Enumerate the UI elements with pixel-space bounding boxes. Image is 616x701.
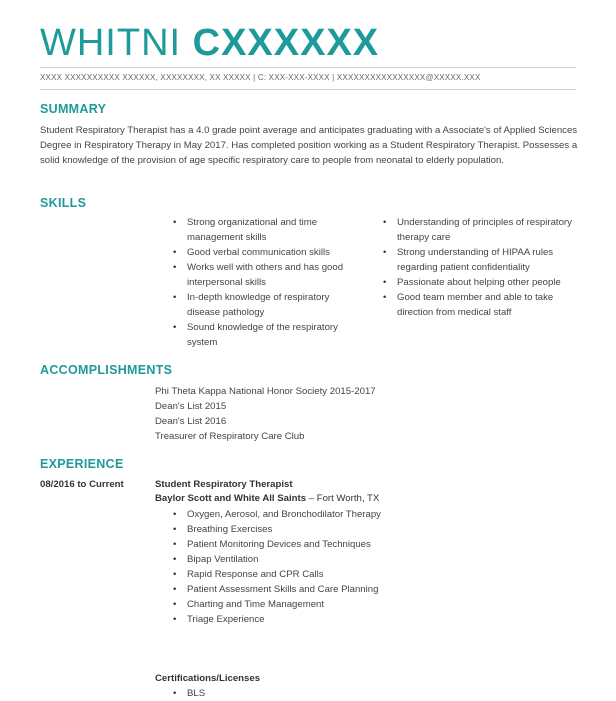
skills-heading: SKILLS (40, 196, 87, 210)
accomplishments-heading: ACCOMPLISHMENTS (40, 363, 173, 377)
header-divider-top (40, 67, 576, 68)
last-name: CXXXXXX (192, 22, 380, 64)
employer-separator: – (306, 493, 317, 504)
employer-name: Baylor Scott and White All Saints (155, 493, 307, 504)
accomplishment-item: Treasurer of Respiratory Care Club (155, 431, 305, 442)
skills-list-right (383, 215, 578, 320)
summary-heading: SUMMARY (40, 102, 107, 116)
accomplishment-item: Dean's List 2015 (155, 401, 227, 412)
accomplishments-list (155, 384, 376, 444)
accomplishment-item: Phi Theta Kappa National Honor Society 2015-2017 (155, 386, 376, 397)
duty-item: • Bipap Ventilation (173, 552, 473, 567)
candidate-name (40, 22, 379, 65)
first-name: WHITNI (40, 22, 182, 64)
duty-item: • Breathing Exercises (173, 522, 473, 537)
duty-item: • Triage Experience (173, 612, 473, 627)
duty-item: • Patient Assessment Skills and Care Planning (173, 582, 473, 597)
skills-list-left (173, 215, 363, 350)
duty-item: • Oxygen, Aerosol, and Bronchodilator Therapy (173, 507, 473, 522)
skill-item: • In-depth knowledge of respiratory disease pathology (173, 290, 363, 320)
duty-item: • Rapid Response and CPR Calls (173, 567, 473, 582)
certifications-list (173, 686, 373, 701)
certifications-heading: Certifications/Licenses (155, 673, 261, 684)
job-duties-list (173, 507, 473, 627)
skill-item: • Works well with others and has good interpersonal skills (173, 260, 363, 290)
accomplishment-item: Dean's List 2016 (155, 416, 227, 427)
skill-item: • Understanding of principles of respiratory therapy care (383, 215, 578, 245)
skill-item: • Passionate about helping other people (383, 275, 578, 290)
job-location: Fort Worth, TX (316, 493, 380, 504)
header-divider-bottom (40, 89, 576, 90)
employer-line (155, 493, 379, 504)
duty-item: • Charting and Time Management (173, 597, 473, 612)
contact-line: XXXX XXXXXXXXXX XXXXXX, XXXXXXXX, XX XXXXX | C: XXX-XXX-XXXX | XXXXXXXXXXXXXXXX@XXXXX.XXX (40, 73, 481, 82)
skill-item: • Good team member and able to take direction from medical staff (383, 290, 578, 320)
skill-item: • Strong organizational and time management skills (173, 215, 363, 245)
duty-item: • Patient Monitoring Devices and Techniques (173, 537, 473, 552)
skill-item: • Strong understanding of HIPAA rules regarding patient confidentiality (383, 245, 578, 275)
job-dates: 08/2016 to Current (40, 479, 124, 490)
experience-heading: EXPERIENCE (40, 457, 124, 471)
skill-item: • Good verbal communication skills (173, 245, 363, 260)
summary-text: Student Respiratory Therapist has a 4.0 grade point average and anticipates graduating with a Associate's of Applied Sciences Degree in Respiratory Therapy in May 2017. Has completed position working as a Student Respiratory Therapist. Possesses a solid knowledge of the provision of age specific respiratory care to people from neonatal to elderly population. (40, 125, 578, 166)
certification-item: • BLS (173, 686, 373, 701)
skill-item: • Sound knowledge of the respiratory system (173, 320, 363, 350)
job-title: Student Respiratory Therapist (155, 479, 293, 490)
